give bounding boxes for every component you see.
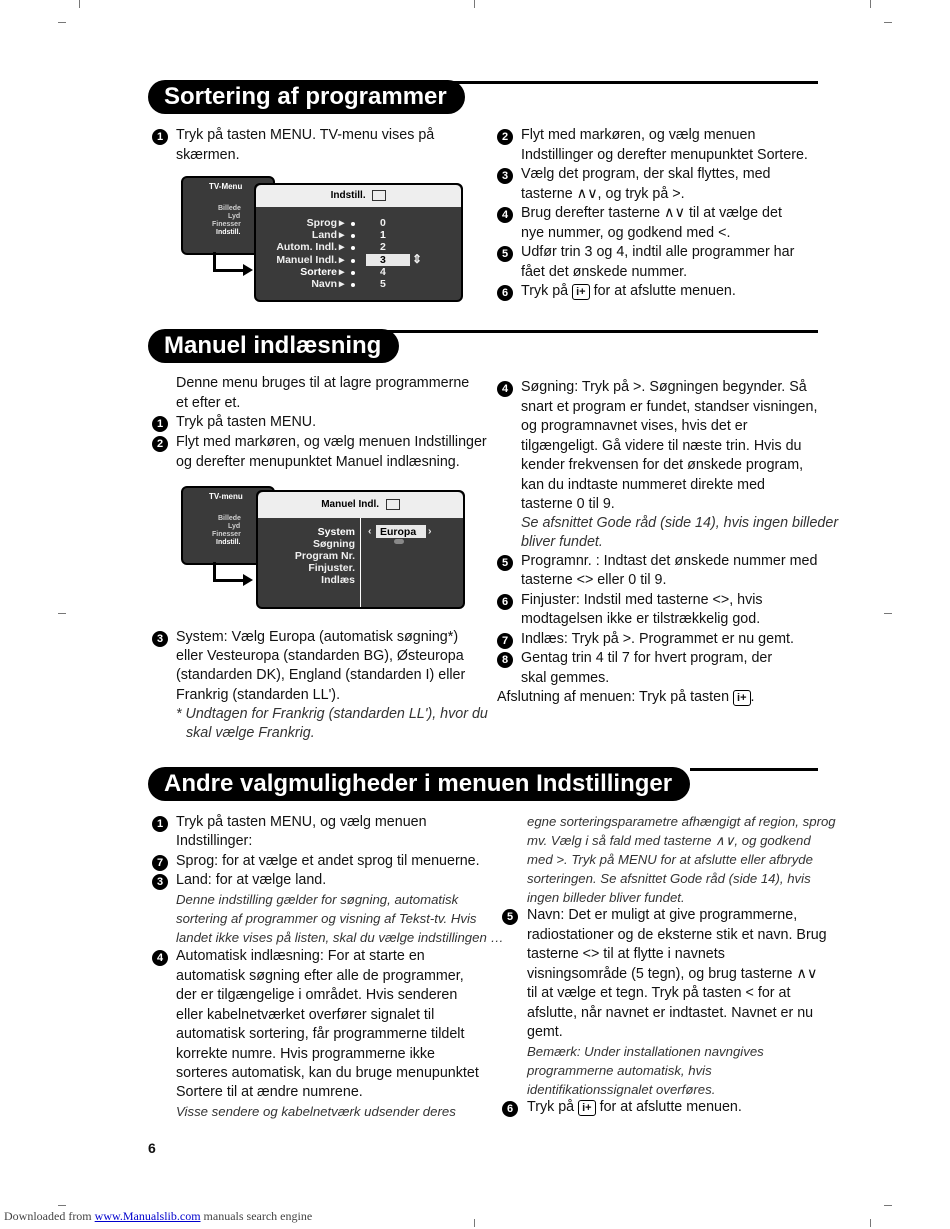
step-badge: 4 — [152, 950, 168, 966]
menu-item-finjuster: Finjuster. — [308, 562, 355, 574]
crop-mark — [58, 22, 66, 23]
s1-text — [521, 282, 736, 302]
menu-item-indlaes: Indlæs — [321, 574, 355, 586]
s2-text: Gentag trin 4 til 7 for hvert program, der — [521, 650, 773, 666]
s2-text: eller Vesteuropa (standarden BG), Østeuropa — [176, 648, 464, 664]
crop-mark — [58, 613, 66, 614]
bullet-dot — [351, 246, 355, 250]
s2-text — [497, 688, 755, 708]
s3-text: Sortere til at ændre numrene. — [176, 1084, 363, 1100]
s2-text: Frankrig (standarden LL'). — [176, 687, 341, 703]
menu-item-finesser: Finesser — [212, 221, 241, 228]
s2-text: Indlæs: Tryk på >. Programmet er nu gemt. — [521, 631, 794, 647]
s1-step1-line2: skærmen. — [176, 147, 240, 163]
bullet-dot — [351, 234, 355, 238]
step-badge: 2 — [152, 436, 168, 452]
step-badge: 6 — [502, 1101, 518, 1117]
s3-note: sorteringen. Se afsnittet Gode råd (side 14), hvis — [527, 871, 811, 886]
s2-intro: et efter et. — [176, 395, 241, 411]
chevron-right-icon: ▸ — [339, 241, 345, 253]
step-badge: 5 — [502, 909, 518, 925]
s3-note: mv. Vælg i så fald med tasterne ∧∨, og godkend — [527, 833, 811, 848]
chevron-right-icon: ▸ — [339, 229, 345, 241]
step-badge: 1 — [152, 129, 168, 145]
s2-text: System: Vælg Europa (automatisk søgning*) — [176, 629, 459, 645]
s2-text: og programnavnet vises, hvis det er — [521, 418, 748, 434]
s2-text: Programnr. : Indtast det ønskede nummer med — [521, 553, 818, 569]
crop-mark — [79, 0, 80, 8]
tv-menu-title: TV-menu — [209, 492, 243, 501]
step-badge: 4 — [497, 381, 513, 397]
s3-note: Visse sendere og kabelnetværk udsender deres — [176, 1104, 456, 1119]
info-key-icon: i+ — [578, 1100, 595, 1116]
s2-text: skal gemmes. — [521, 670, 610, 686]
menu-item-lyd: Lyd — [228, 213, 241, 220]
period: . — [750, 689, 755, 705]
menu-item-indstill: Indstill. — [216, 229, 241, 236]
step-badge: 2 — [497, 129, 513, 145]
s3-text-part: Tryk på — [527, 1099, 575, 1115]
arrow-head-icon — [243, 574, 253, 586]
s2-text: tasterne 0 til 9. — [521, 496, 615, 512]
crop-mark — [870, 1219, 871, 1227]
s1-text: nye nummer, og godkend med <. — [521, 225, 731, 241]
step-badge: 7 — [152, 855, 168, 871]
bullet-dot — [351, 259, 355, 263]
s3-note: sortering af programmer og visning af Tekst-tv. Hvis — [176, 911, 477, 926]
menu-item-indstill: Indstill. — [216, 539, 241, 546]
s3-note: programmerne automatisk, hvis — [527, 1063, 712, 1078]
menu-item-system: System — [317, 526, 355, 538]
s2-text: Søgning: Tryk på >. Søgningen begynder. Så — [521, 379, 807, 395]
step-badge: 5 — [497, 246, 513, 262]
info-key-icon: i+ — [572, 284, 589, 300]
section-rule — [690, 768, 818, 771]
step-badge: 3 — [497, 168, 513, 184]
s3-text: Automatisk indlæsning: For at starte en — [176, 948, 425, 964]
bullet-dot — [351, 271, 355, 275]
left-arrow-icon: ‹ — [368, 525, 372, 537]
s1-text-part: for at afslutte menuen. — [593, 283, 736, 299]
menu-item-soegning: Søgning — [313, 538, 355, 550]
system-value: Europa — [380, 526, 417, 538]
crop-mark — [58, 1205, 66, 1206]
s2-note: Se afsnittet Gode råd (side 14), hvis ingen billeder — [521, 515, 839, 531]
down-indicator-icon — [394, 539, 404, 544]
s3-text: Indstillinger: — [176, 833, 253, 849]
crop-mark — [884, 613, 892, 614]
program-number: 0 — [380, 217, 386, 229]
menu-item-land: Land — [311, 229, 337, 241]
arrow-line — [213, 269, 243, 272]
s1-text: Indstillinger og derefter menupunktet Sortere. — [521, 147, 808, 163]
manualslib-link[interactable]: www.Manualslib.com — [94, 1209, 201, 1223]
s3-text: visningsområde (5 tegn), og brug tasterne ∧∨ — [527, 966, 818, 982]
chevron-right-icon: ▸ — [339, 254, 345, 266]
step-badge: 5 — [497, 555, 513, 571]
s3-note: ingen billeder bliver fundet. — [527, 890, 685, 905]
section-rule — [380, 330, 818, 333]
menu-item-manuel: Manuel Indl. — [276, 254, 337, 266]
s3-text: gemt. — [527, 1024, 563, 1040]
s3-note: landet ikke vises på listen, skal du vælge indstillingen … — [176, 930, 504, 945]
s1-text-part: Tryk på — [521, 283, 569, 299]
s2-note: * Undtagen for Frankrig (standarden LL'), hvor du — [176, 706, 488, 722]
s1-text: Brug derefter tasterne ∧∨ til at vælge det — [521, 205, 782, 221]
manuel-menu-panel — [256, 490, 465, 609]
crop-mark — [474, 0, 475, 8]
program-number-selected: 3 — [380, 254, 386, 266]
menu-item-autom: Autom. Indl. — [276, 241, 337, 253]
step-badge: 8 — [497, 652, 513, 668]
footer-suffix: manuals search engine — [203, 1209, 313, 1223]
menu-item-sprog: Sprog — [306, 217, 337, 229]
tv-icon — [372, 190, 386, 201]
arrow-head-icon — [243, 264, 253, 276]
s3-text: afslutte, når navnet er indtastet. Navnet er nu — [527, 1005, 814, 1021]
menu-item-lyd: Lyd — [228, 523, 241, 530]
s3-text: til at vælge et tegn. Tryk på tasten < for at — [527, 985, 791, 1001]
bullet-dot — [351, 222, 355, 226]
s2-text: Tryk på tasten MENU. — [176, 414, 317, 430]
crop-mark — [474, 1219, 475, 1227]
step-badge: 1 — [152, 816, 168, 832]
s3-note: med >. Tryk på MENU for at afslutte eller afbryde — [527, 852, 813, 867]
s1-text: Flyt med markøren, og vælg menuen — [521, 127, 756, 143]
s2-intro: Denne menu bruges til at lagre programmerne — [176, 375, 470, 391]
s2-text: (standarden DK), England (standarden I) eller — [176, 667, 466, 683]
s3-text: korrekte numre. Hvis programmerne ikke — [176, 1046, 436, 1062]
program-number: 2 — [380, 241, 386, 253]
s1-text: Udfør trin 3 og 4, indtil alle programmer har — [521, 244, 795, 260]
section-title-sortering: Sortering af programmer — [148, 80, 465, 114]
step-badge: 6 — [497, 285, 513, 301]
section-title-manuel: Manuel indlæsning — [148, 329, 399, 363]
download-footer — [4, 1209, 312, 1224]
s3-text: sorteres automatisk, kan du bruge menupunktet — [176, 1065, 479, 1081]
s2-note: skal vælge Frankrig. — [186, 725, 315, 741]
crop-mark — [884, 22, 892, 23]
s3-note: egne sorteringsparametre afhængigt af region, sprog — [527, 814, 836, 829]
section-rule — [420, 81, 818, 84]
s3-text-part: for at afslutte menuen. — [599, 1099, 742, 1115]
s2-text: kan du indtaste nummeret direkte med — [521, 477, 765, 493]
s2-text: og derefter menupunktet Manuel indlæsning. — [176, 454, 460, 470]
tv-menu-title: TV-Menu — [209, 182, 243, 191]
s2-text: tilgængeligt. Gå videre til næste trin. Hvis du — [521, 438, 802, 454]
s3-text: der er tilgængelige i området. Hvis senderen — [176, 987, 458, 1003]
s1-text: fået det ønskede nummer. — [521, 264, 688, 280]
menu-title: Indstill. — [330, 190, 366, 201]
page-number: 6 — [148, 1140, 156, 1156]
step-badge: 3 — [152, 874, 168, 890]
s1-text: Vælg det program, der skal flyttes, med — [521, 166, 771, 182]
s2-text: Flyt med markøren, og vælg menuen Indstillinger — [176, 434, 487, 450]
s3-note: Denne indstilling gælder for søgning, automatisk — [176, 892, 459, 907]
right-arrow-icon: › — [428, 525, 432, 537]
chevron-right-icon: ▸ — [339, 266, 345, 278]
s3-text: Land: for at vælge land. — [176, 872, 327, 888]
step-badge: 6 — [497, 594, 513, 610]
step-badge: 3 — [152, 631, 168, 647]
tv-icon — [386, 499, 400, 510]
s3-text: radiostationer og de eksterne stik et navn. Brug — [527, 927, 827, 943]
s1-step1-line1: Tryk på tasten MENU. TV-menu vises på — [176, 127, 435, 143]
selected-row-highlight — [366, 254, 410, 266]
bullet-dot — [351, 283, 355, 287]
s3-text: eller kabelnetværket overfører signalet til — [176, 1007, 435, 1023]
crop-mark — [870, 0, 871, 8]
s2-note: bliver fundet. — [521, 534, 603, 550]
menu-item-finesser: Finesser — [212, 531, 241, 538]
s3-text: automatisk sortering, får programmerne tildelt — [176, 1026, 465, 1042]
menu-item-program-nr: Program Nr. — [294, 550, 355, 562]
s2-text: modtagelsen ikke er tilstrækkelig god. — [521, 611, 761, 627]
s3-text: Sprog: for at vælge et andet sprog til menuerne. — [176, 853, 480, 869]
s3-note: Bemærk: Under installationen navngives — [527, 1044, 764, 1059]
info-key-icon: i+ — [733, 690, 750, 706]
s3-text: Tryk på tasten MENU, og vælg menuen — [176, 814, 427, 830]
s2-text: snart et program er fundet, standser visningen, — [521, 399, 818, 415]
s1-text: tasterne ∧∨, og tryk på >. — [521, 186, 685, 202]
step-badge: 7 — [497, 633, 513, 649]
arrow-line — [213, 579, 243, 582]
s2-text: kender frekvensen for det ønskede program, — [521, 457, 804, 473]
s3-text: Navn: Det er muligt at give programmerne, — [527, 907, 798, 923]
s3-text: automatisk søgning efter alle de programmer, — [176, 968, 464, 984]
crop-mark — [884, 1205, 892, 1206]
menu-item-billede: Billede — [218, 205, 241, 212]
menu-title: Manuel Indl. — [321, 499, 379, 510]
s3-text: tasterne <> til at flytte i navnets — [527, 946, 725, 962]
indstill-menu-panel — [254, 183, 463, 302]
footer-prefix: Downloaded from — [4, 1209, 92, 1223]
updown-arrows-icon: ⇕ — [412, 252, 423, 266]
step-badge: 1 — [152, 416, 168, 432]
s3-text — [527, 1098, 742, 1118]
s2-text: Finjuster: Indstil med tasterne <>, hvis — [521, 592, 763, 608]
program-number: 4 — [380, 266, 386, 278]
s3-note: identifikationssignalet overføres. — [527, 1082, 716, 1097]
step-badge: 4 — [497, 207, 513, 223]
s2-text-part: Afslutning af menuen: Tryk på tasten — [497, 689, 730, 705]
program-number: 1 — [380, 229, 386, 241]
program-number: 5 — [380, 278, 386, 290]
chevron-right-icon: ▸ — [339, 278, 345, 290]
menu-item-sortere: Sortere — [300, 266, 337, 278]
menu-item-navn: Navn — [311, 278, 337, 290]
menu-item-billede: Billede — [218, 515, 241, 522]
column-divider — [360, 518, 361, 607]
chevron-right-icon: ▸ — [339, 217, 345, 229]
section-title-andre: Andre valgmuligheder i menuen Indstillinger — [148, 767, 690, 801]
s2-text: tasterne <> eller 0 til 9. — [521, 572, 667, 588]
